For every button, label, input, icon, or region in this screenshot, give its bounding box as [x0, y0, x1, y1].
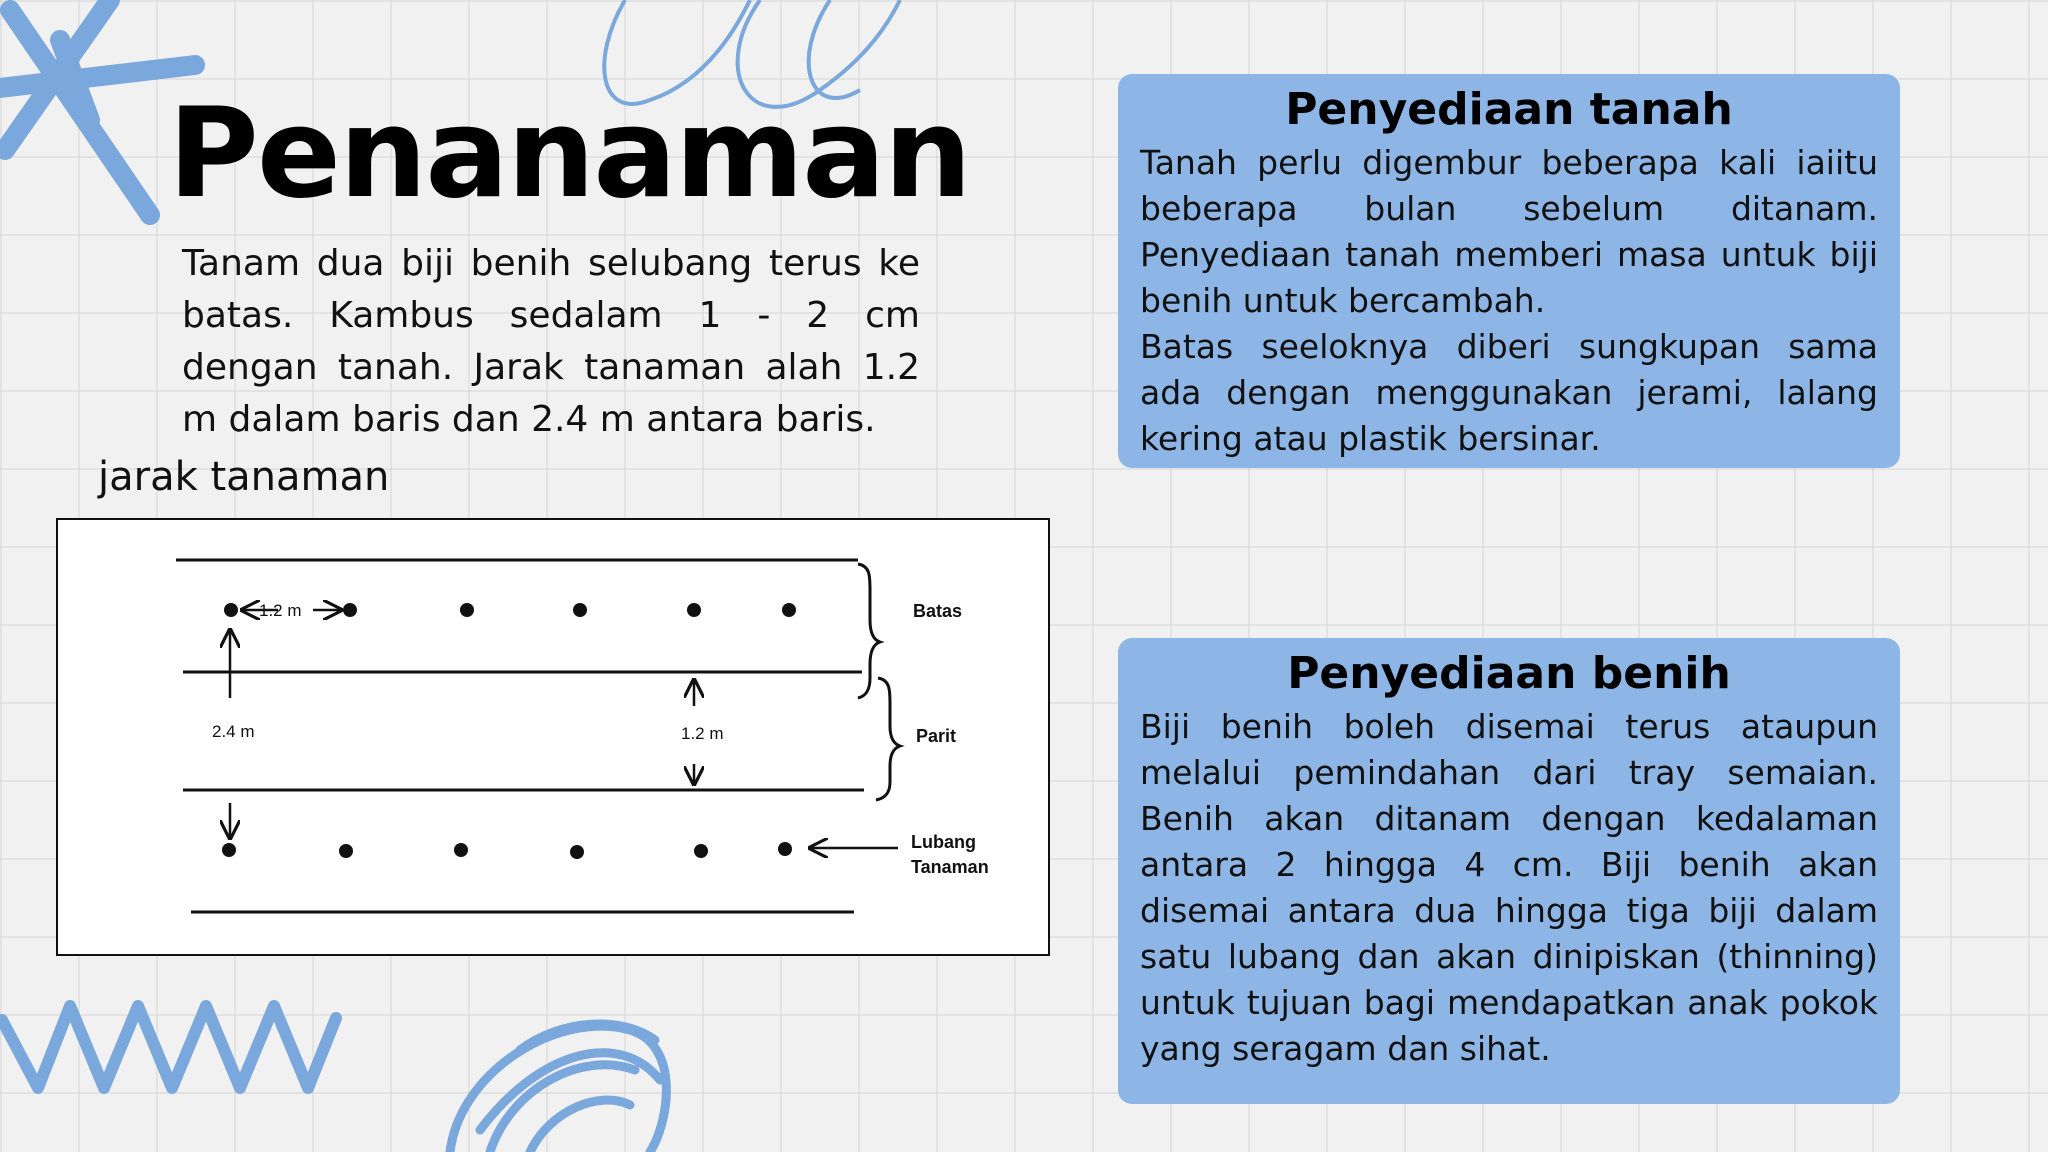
intro-paragraph: Tanam dua biji benih selubang terus ke batas. Kambus sedalam 1 - 2 cm dengan tanah. Jarak tanaman alah 1.2 m dalam baris dan 2.4 m antara baris.: [182, 243, 920, 440]
parit-label: Parit: [916, 726, 957, 746]
plant-hole: [573, 603, 587, 617]
plant-hole: [687, 603, 701, 617]
plant-hole: [694, 844, 708, 858]
parit-brace: [876, 678, 900, 800]
plant-hole: [224, 603, 238, 617]
plant-hole: [222, 843, 236, 857]
zigzag-decoration: [0, 990, 360, 1100]
plant-hole: [454, 843, 468, 857]
plant-hole: [339, 844, 353, 858]
batas-label: Batas: [913, 601, 963, 621]
page-title: Penanaman: [168, 82, 971, 226]
plant-hole: [570, 845, 584, 859]
card-penyediaan-benih: [1118, 638, 1900, 1104]
planting-diagram-svg: [58, 520, 1048, 954]
card-heading: Penyediaan tanah: [1285, 84, 1733, 135]
batas-brace: [858, 564, 880, 698]
ball-scribble-decoration: [420, 990, 690, 1152]
planting-diagram: [56, 518, 1050, 956]
card-heading: Penyediaan benih: [1287, 648, 1731, 699]
ditch-width-label: 1.2 m: [681, 724, 724, 743]
plant-hole: [460, 603, 474, 617]
card-paragraph: Tanah perlu digembur beberapa kali iaiitu beberapa bulan sebelum ditanam. Penyediaan tanah memberi masa untuk biji benih untuk bercambah.: [1140, 143, 1878, 320]
card-paragraph: Batas seeloknya diberi sungkupan sama ada dengan menggunakan jerami, lalang kering atau plastik bersinar.: [1140, 327, 1878, 458]
in-row-spacing-label: 1.2 m: [259, 601, 302, 620]
card-paragraph: Biji benih boleh disemai terus ataupun melalui pemindahan dari tray semaian. Benih akan ditanam dengan kedalaman antara 2 hingga 4 cm. Biji benih akan disemai antara dua hingga tiga biji dalam satu lubang dan akan dinipiskan (thinning) untuk tujuan bagi mendapatkan anak pokok yang seragam dan sihat.: [1140, 707, 1878, 1068]
diagram-caption: jarak tanaman: [98, 454, 390, 500]
plant-hole: [778, 842, 792, 856]
card-penyediaan-tanah: [1118, 74, 1900, 468]
plant-hole: [343, 603, 357, 617]
tanaman-label: Tanaman: [911, 857, 989, 877]
lubang-label: Lubang: [911, 832, 976, 852]
row-spacing-label: 2.4 m: [212, 722, 255, 741]
plant-hole: [782, 603, 796, 617]
